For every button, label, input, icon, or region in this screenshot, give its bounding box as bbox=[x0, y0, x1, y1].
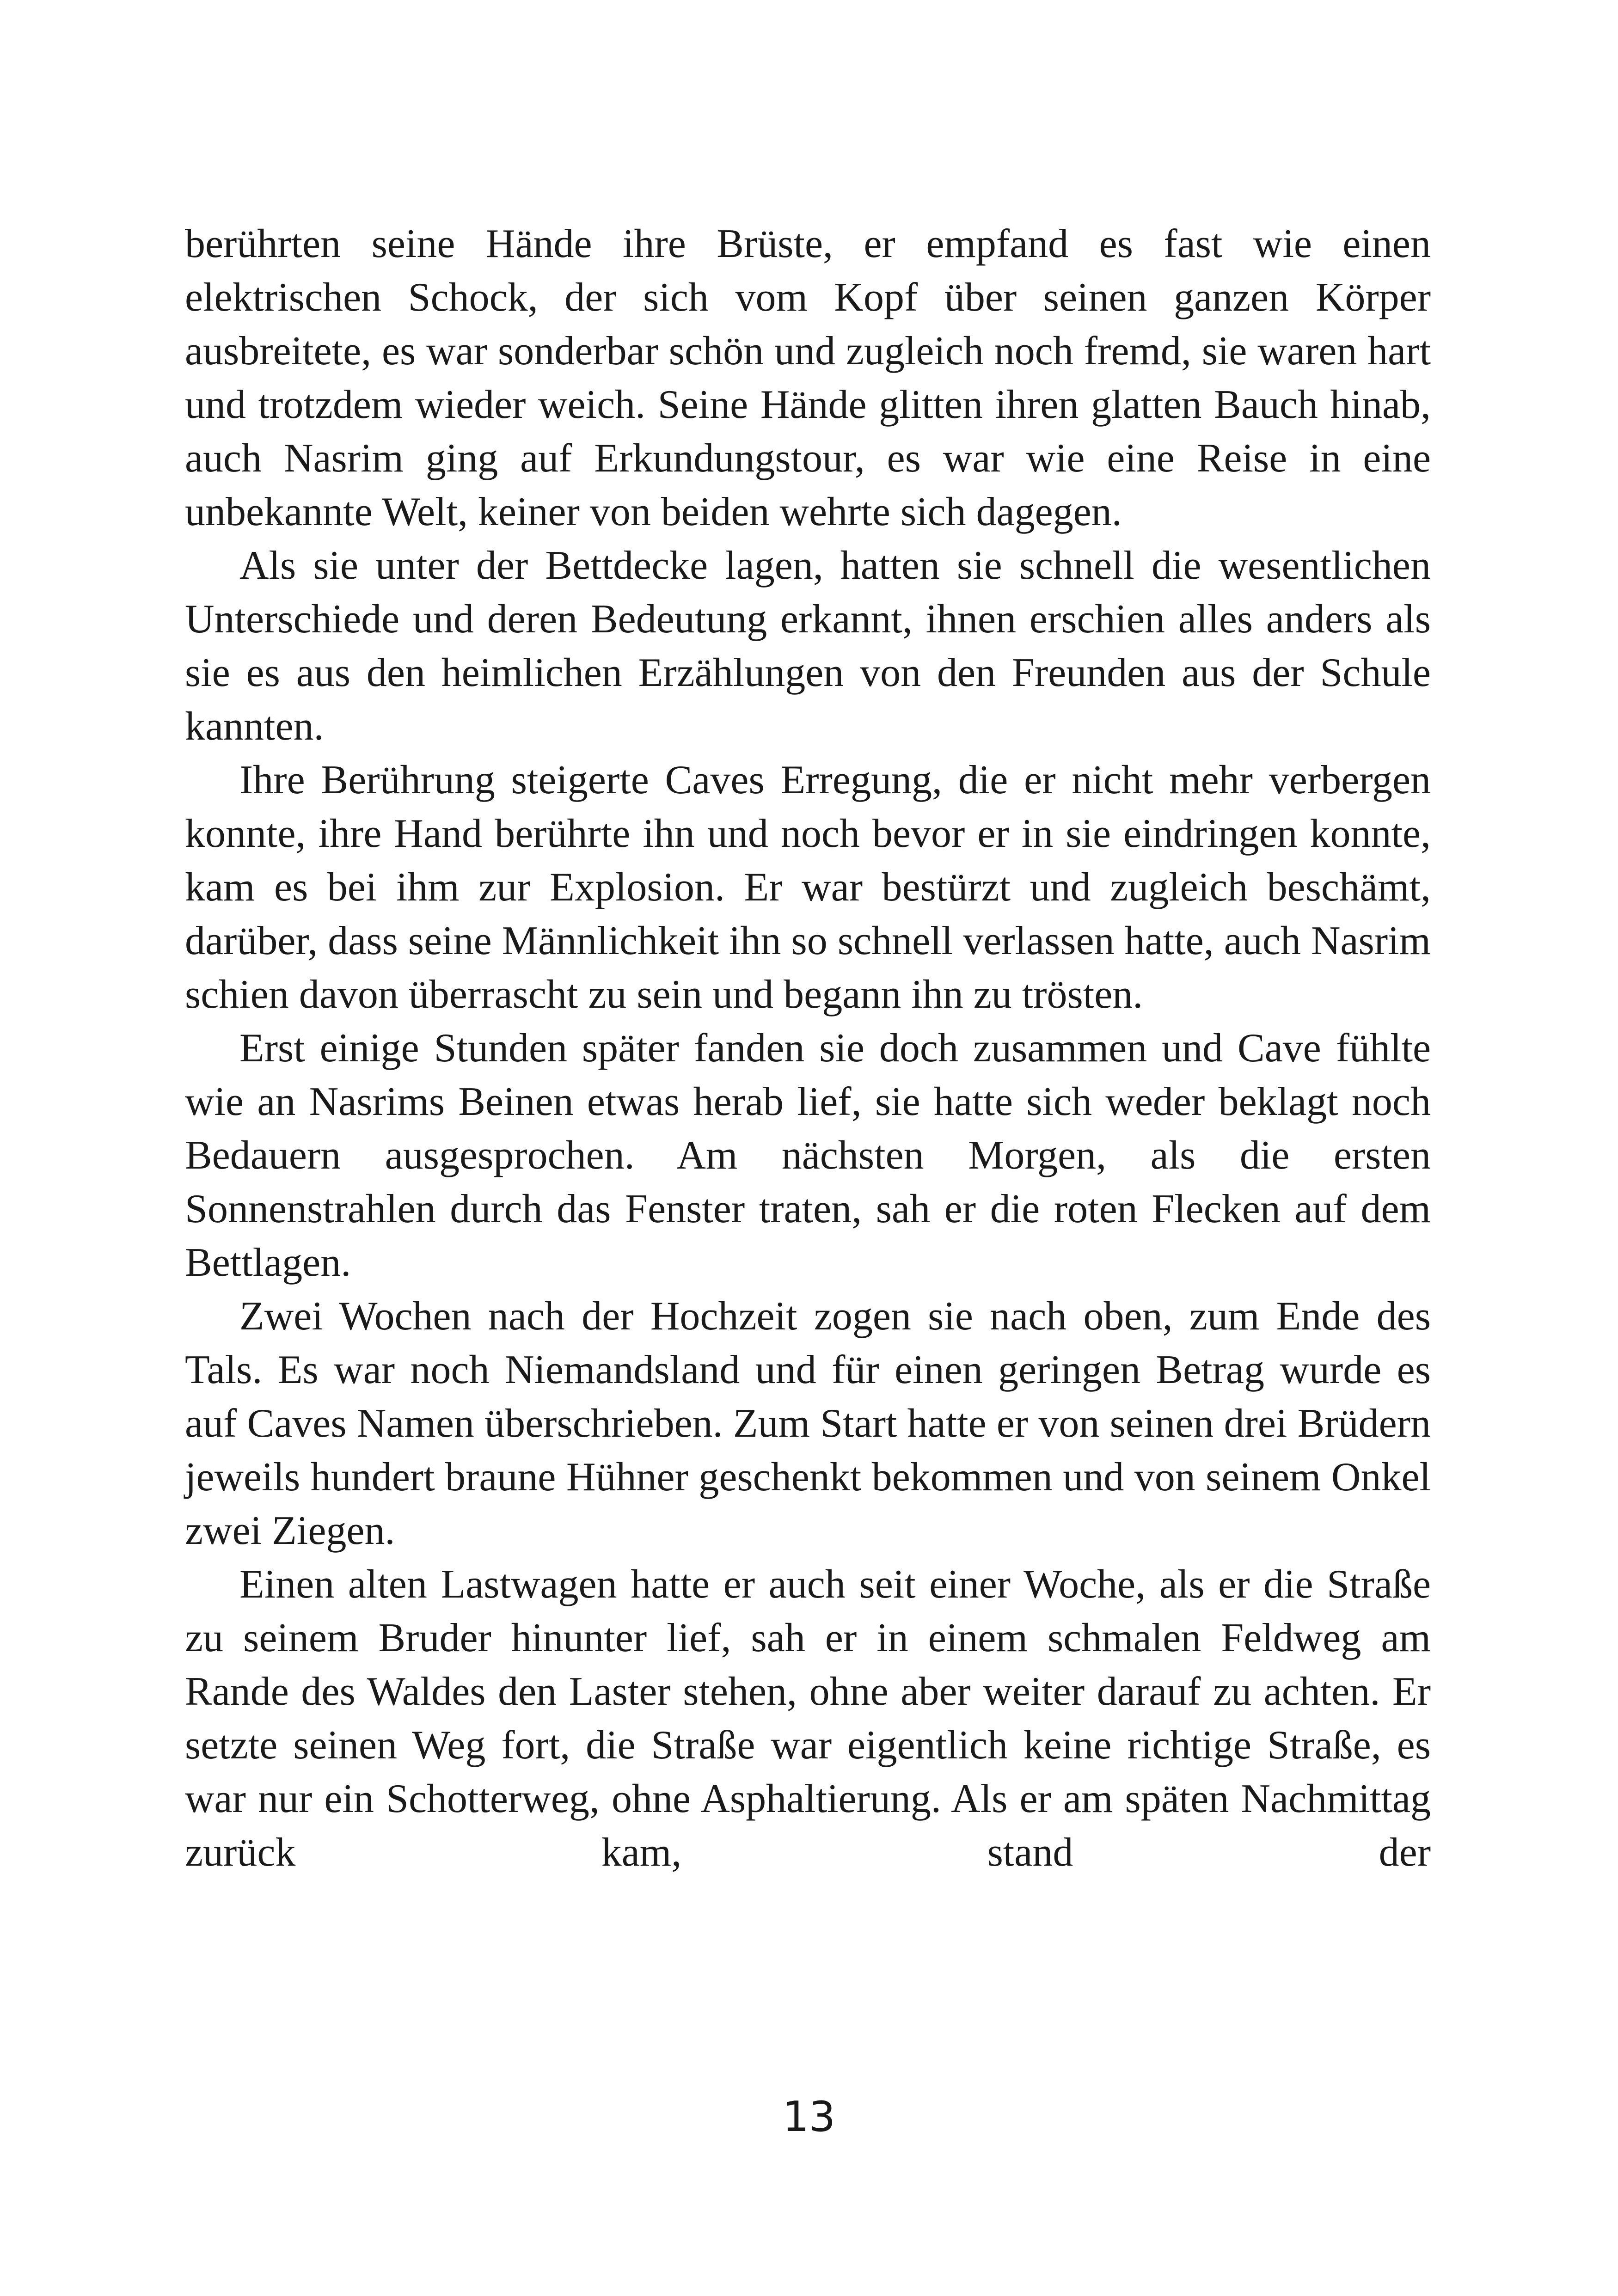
body-text bbox=[185, 217, 1431, 1880]
paragraph: Ihre Berührung steigerte Caves Erregung, die er nicht mehr verbergen konnte, ihre Hand berührte ihn und noch bevor er in sie eindringen konnte, kam es bei ihm zur Explosion. Er war bestürzt und zugleich beschämt, darüber, dass seine Männlichkeit ihn so schnell verlassen hatte, auch Nasrim schien davon überrascht zu sein und begann ihn zu trösten. bbox=[185, 758, 1431, 1017]
page-number: 13 bbox=[782, 2093, 836, 2141]
paragraph-last: Einen alten Lastwagen hatte er auch seit einer Woche, als er die Straße zu seinem Bruder hinunter lief, sah er in einem schmalen Feldweg am Rande des Waldes den Laster stehen, ohne aber weiter darauf zu achten. Er setzte seinen Weg fort, die Straße war eigentlich keine richtige Straße, es war nur ein Schotterweg, ohne Asphaltierung. Als er am späten Nachmittag zurück kam, stand der bbox=[185, 1562, 1431, 1875]
paragraph: Zwei Wochen nach der Hochzeit zogen sie nach oben, zum Ende des Tals. Es war noch Niemandsland und für einen geringen Betrag wurde es auf Caves Namen überschrieben. Zum Start hatte er von seinen drei Brüdern jeweils hundert braune Hühner geschenkt bekommen und von seinem Onkel zwei Ziegen. bbox=[185, 1294, 1431, 1553]
paragraph-continuation: berührten seine Hände ihre Brüste, er empfand es fast wie einen elektrischen Schock, der sich vom Kopf über seinen ganzen Körper ausbreitete, es war sonderbar schön und zugleich noch fremd, sie waren hart und trotzdem wieder weich. Seine Hände glitten ihren glatten Bauch hinab, auch Nasrim ging auf Erkundungstour, es war wie eine Reise in eine unbekannte Welt, keiner von beiden wehrte sich dagegen. bbox=[185, 221, 1431, 534]
paragraph: Erst einige Stunden später fanden sie doch zusammen und Cave fühlte wie an Nasrims Beinen etwas herab lief, sie hatte sich weder beklagt noch Bedauern ausgesprochen. Am nächsten Morgen, als die ersten Sonnenstrahlen durch das Fenster traten, sah er die roten Flecken auf dem Bettlagen. bbox=[185, 1026, 1431, 1285]
paragraph: Als sie unter der Bettdecke lagen, hatten sie schnell die wesentlichen Unterschiede und deren Bedeutung erkannt, ihnen erschien alles anders als sie es aus den heimlichen Erzählungen von den Freunden aus der Schule kannten. bbox=[185, 543, 1431, 749]
